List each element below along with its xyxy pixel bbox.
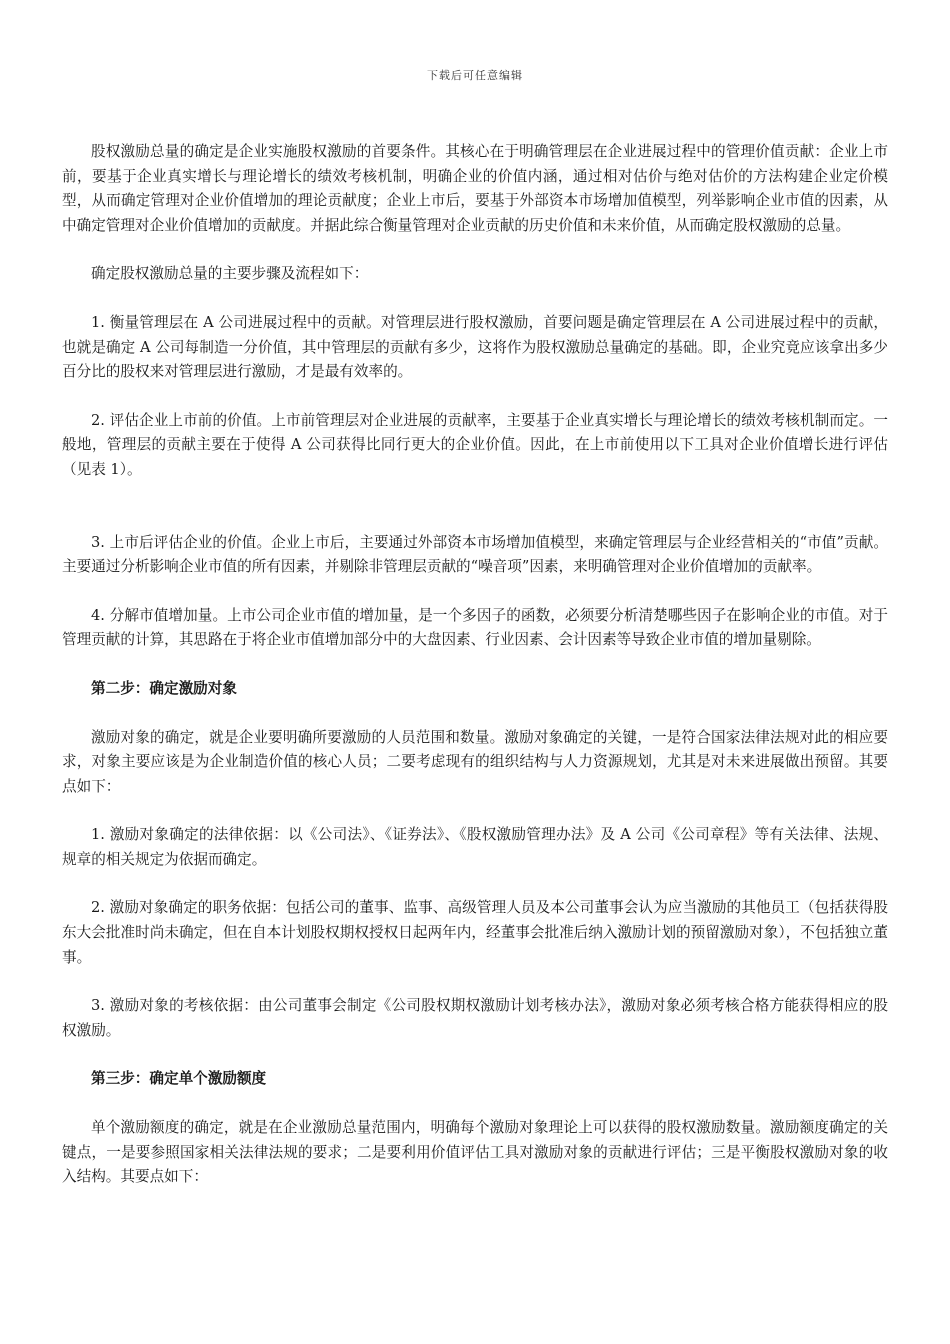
paragraph-step-3: 3. 上市后评估企业的价值。企业上市后，主要通过外部资本市场增加值模型，来确定管理层与企业经营相关的“市值”贡献。主要通过分析影响企业市值的所有因素，并剔除非管理层贡献的“噪音项”因素，来明确管理对企业价值增加的贡献率。: [62, 533, 888, 576]
document-body: [62, 140, 888, 1214]
page-header: 下载后可任意编辑: [427, 69, 523, 82]
paragraph-steps-intro: 确定股权激励总量的主要步骤及流程如下：: [91, 265, 369, 283]
section-heading-individual-amount: 第三步：确定单个激励额度: [91, 1070, 267, 1088]
paragraph-step-2: 2. 评估企业上市前的价值。上市前管理层对企业进展的贡献率，主要基于企业真实增长与理论增长的绩效考核机制而定。一般地，管理层的贡献主要在于使得 A 公司获得比同行更大的企业价值。因此，在上市前使用以下工具对企业价值增长进行评估（见表 1）。: [62, 411, 888, 478]
paragraph-total-equity-intro: 股权激励总量的确定是企业实施股权激励的首要条件。其核心在于明确管理层在企业进展过程中的管理价值贡献：企业上市前，要基于企业真实增长与理论增长的绩效考核机制，明确企业的价值内涵，通过相对估价与绝对估价的方法构建企业定价模型，从而确定管理对企业价值增加的理论贡献度；企业上市后，要基于外部资本市场增加值模型，列举影响企业市值的因素，从中确定管理对企业价值增加的贡献度。并据此综合衡量管理对企业贡献的历史价值和未来价值，从而确定股权激励的总量。: [62, 143, 888, 234]
paragraph-step-4: 4. 分解市值增加量。上市公司企业市值的增加量，是一个多因子的函数，必须要分析清楚哪些因子在影响企业的市值。对于管理贡献的计算，其思路在于将企业市值增加部分中的大盘因素、行业因素、会计因素等导致企业市值的增加量剔除。: [62, 606, 888, 649]
paragraph-step-1: 1. 衡量管理层在 A 公司进展过程中的贡献。对管理层进行股权激励，首要问题是确定管理层在 A 公司进展过程中的贡献，也就是确定 A 公司每制造一分价值，其中管理层的贡献有多少，这将作为股权激励总量确定的基础。即，企业究竟应该拿出多少百分比的股权来对管理层进行激励，才是最有效率的。: [62, 313, 888, 381]
paragraph-targets-intro: 激励对象的确定，就是企业要明确所要激励的人员范围和数量。激励对象确定的关键，一是符合国家法律法规对此的相应要求，对象主要应该是为企业制造价值的核心人员；二要考虑现有的组织结构与人力资源规划，尤其是对未来进展做出预留。其要点如下：: [62, 728, 888, 795]
paragraph-individual-amount: 单个激励额度的确定，就是在企业激励总量范围内，明确每个激励对象理论上可以获得的股权激励数量。激励额度确定的关键点，一是要参照国家相关法律法规的要求；二是要利用价值评估工具对激励对象的贡献进行评估；三是平衡股权激励对象的收入结构。其要点如下：: [62, 1119, 888, 1186]
section-heading-incentive-targets: 第二步：确定激励对象: [91, 679, 237, 697]
paragraph-assessment-basis: 3. 激励对象的考核依据：由公司董事会制定《公司股权期权激励计划考核办法》，激励对象必须考核合格方能获得相应的股权激励。: [62, 997, 888, 1039]
paragraph-legal-basis: 1. 激励对象确定的法律依据：以《公司法》、《证券法》、《股权激励管理办法》及 A 公司《公司章程》等有关法律、法规、规章的相关规定为依据而确定。: [62, 826, 888, 868]
paragraph-position-basis: 2. 激励对象确定的职务依据：包括公司的董事、监事、高级管理人员及本公司董事会认为应当激励的其他员工（包括获得股东大会批准时尚未确定，但在自本计划股权期权授权日起两年内，经董事会批准后纳入激励计划的预留激励对象），不包括独立董事。: [62, 899, 888, 966]
